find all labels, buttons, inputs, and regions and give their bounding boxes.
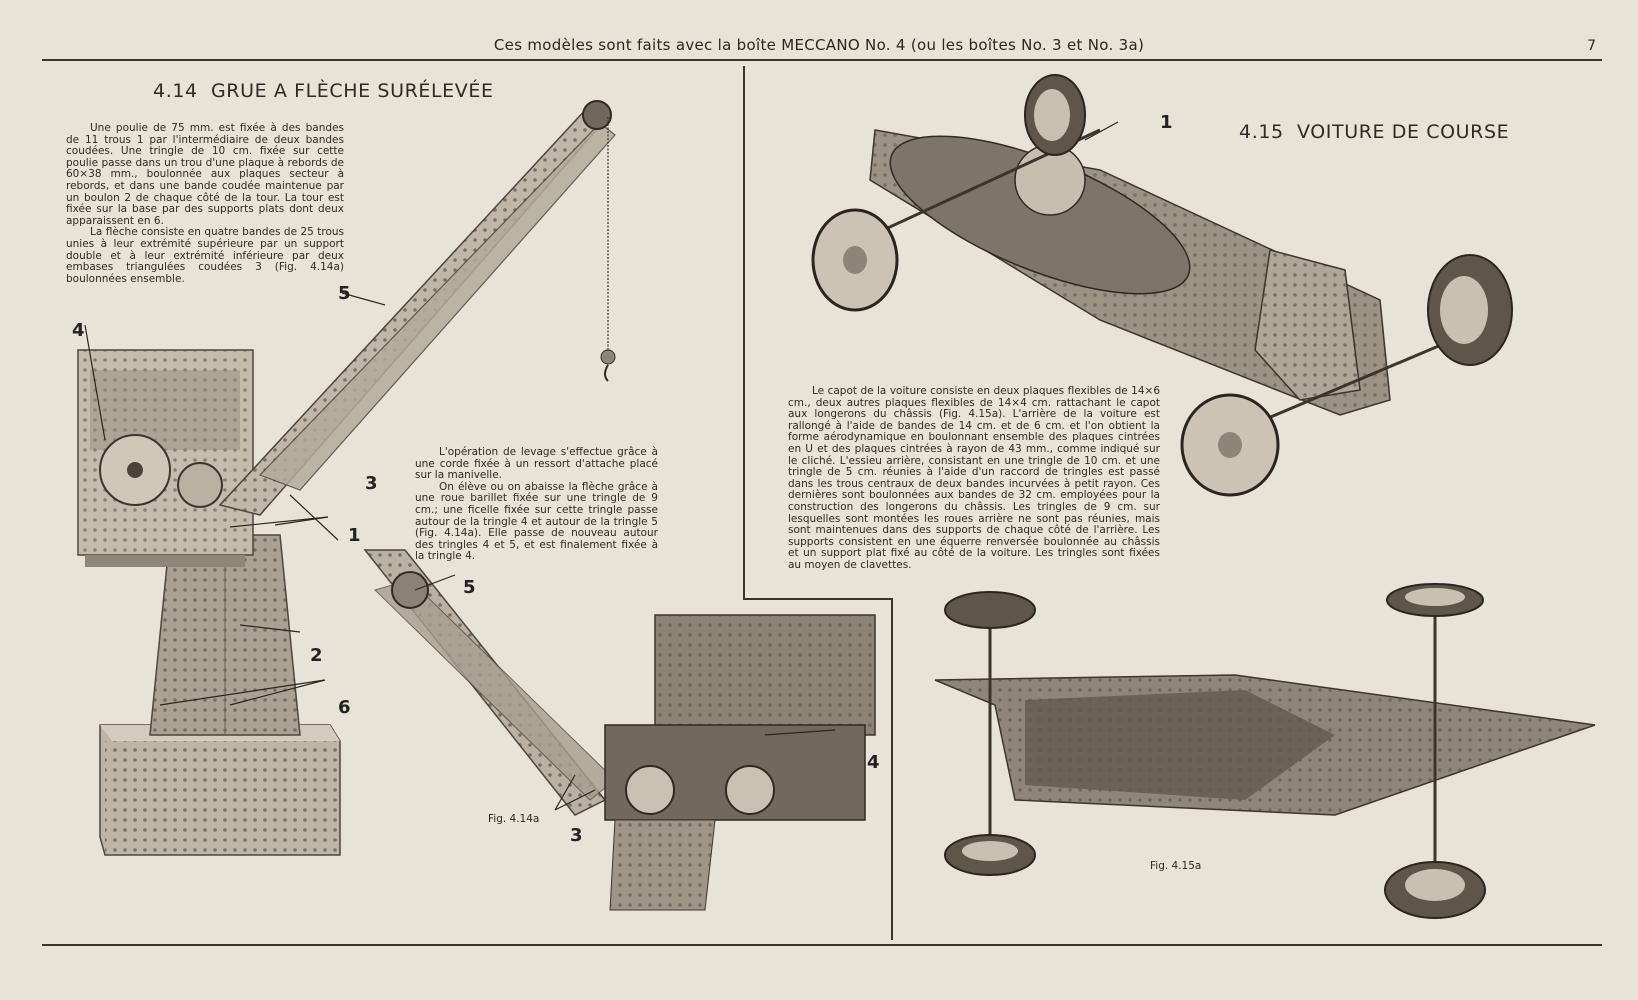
callout-3: 3 bbox=[365, 473, 378, 494]
crane-hook bbox=[601, 117, 615, 381]
running-head: Ces modèles sont faits avec la boîte MECCANO No. 4 (ou les boîtes No. 3 et No. 3a) bbox=[493, 36, 1145, 54]
center-divider bbox=[743, 66, 745, 598]
crane-jib bbox=[220, 101, 615, 515]
racing-car-chassis-illustration bbox=[915, 585, 1605, 925]
section-title-4-14: 4.14 GRUE A FLÈCHE SURÉLEVÉE bbox=[153, 80, 494, 102]
figure-caption-4-14a: Fig. 4.14a bbox=[488, 813, 540, 825]
paragraph-racing-car: Le capot de la voiture consiste en deux plaques flexibles de 14×6 cm., deux autres plaques flexibles de 14×4 cm. rattachant le capot aux longerons du châssis (Fig. 4.15a). L'arrière de la voiture est rallongé à l'aide de bandes de 14 cm. et de 6 cm. et l'on obtient la forme aérodynamique en boulonnant ensemble des plaques cintrées en U et des plaques cintrées à rayon de 43 mm., comme indiqué sur le cliché. L'essieu arrière, consistant en une tringle de 10 cm. et une tringle de 5 cm. réunies à l'aide d'un raccord de tringles est passé dans les trous centraux de deux bandes incurvées à petit rayon. Ces dernières sont boulonnées aux bandes de 32 cm. employées pour la construction des longerons du châssis. Les tringles de 9 cm. sur lesquelles sont montées les roues arrière ne sont pas réunies, mais sont maintenues dans des supports de chaque côté de l'arrière. Les supports consistent en une équerre renversée boulonnée au châssis et un support plat fixé au côté de la voiture. Les tringles sont fixées au moyen de clavettes. bbox=[788, 385, 1160, 571]
car-callout-1: 1 bbox=[1160, 112, 1173, 133]
paragraph-luffing: On élève ou on abaisse la flèche grâce à une roue barillet fixée sur une tringle de 9 cm.; une ficelle fixée sur cette tringle passe autour de la tringle 4 et autour de la tringle 5 (Fig. 4.14a). Elle passe de nouveau autour des tringles 4 et 5, et est finalement fixée à la tringle 4. bbox=[415, 480, 658, 563]
figure-caption-4-15a: Fig. 4.15a bbox=[1150, 860, 1202, 872]
paragraph-lifting: L'opération de levage s'effectue grâce à une corde fixée à un ressort d'attache placé sur la manivelle. bbox=[415, 446, 658, 482]
callout-5: 5 bbox=[338, 283, 351, 304]
crane-detail-illustration bbox=[365, 550, 885, 910]
header-rule bbox=[42, 59, 1602, 61]
callout-4: 4 bbox=[72, 320, 85, 341]
box-divider-vertical bbox=[891, 598, 893, 940]
racing-car-illustration bbox=[800, 70, 1580, 490]
callout-6: 6 bbox=[338, 697, 351, 718]
paragraph-jib: La flèche consiste en quatre bandes de 25 trous unies à leur extrémité supérieure par un support double et à leur extrémité inférieure par deux embases triangulées coudées 3 (Fig. 4.14a) boulonnées ensemble. bbox=[66, 226, 344, 285]
fig-a-callout-4: 4 bbox=[867, 752, 880, 773]
crane-cab bbox=[78, 350, 253, 567]
crane-base bbox=[100, 725, 340, 855]
footer-rule bbox=[42, 944, 1602, 946]
section-title-4-15: 4.15 VOITURE DE COURSE bbox=[1239, 121, 1510, 143]
fig-a-callout-3: 3 bbox=[570, 825, 583, 846]
callout-1: 1 bbox=[348, 525, 361, 546]
paragraph-pulley: Une poulie de 75 mm. est fixée à des bandes de 11 trous 1 par l'intermédiaire de deux bandes coudées. Une tringle de 10 cm. fixée sur cette poulie passe dans un trou d'une plaque à rebords de 60×38 mm., boulonnée aux plaques secteur à rebords, et dans une bande coudée maintenue par un boulon 2 de chaque côté de la tour. La tour est fixée sur la base par des supports plats dont deux apparaissent en 6. bbox=[66, 122, 344, 227]
callout-2: 2 bbox=[310, 645, 323, 666]
page-number: 7 bbox=[1587, 38, 1596, 54]
fig-a-callout-5: 5 bbox=[463, 577, 476, 598]
